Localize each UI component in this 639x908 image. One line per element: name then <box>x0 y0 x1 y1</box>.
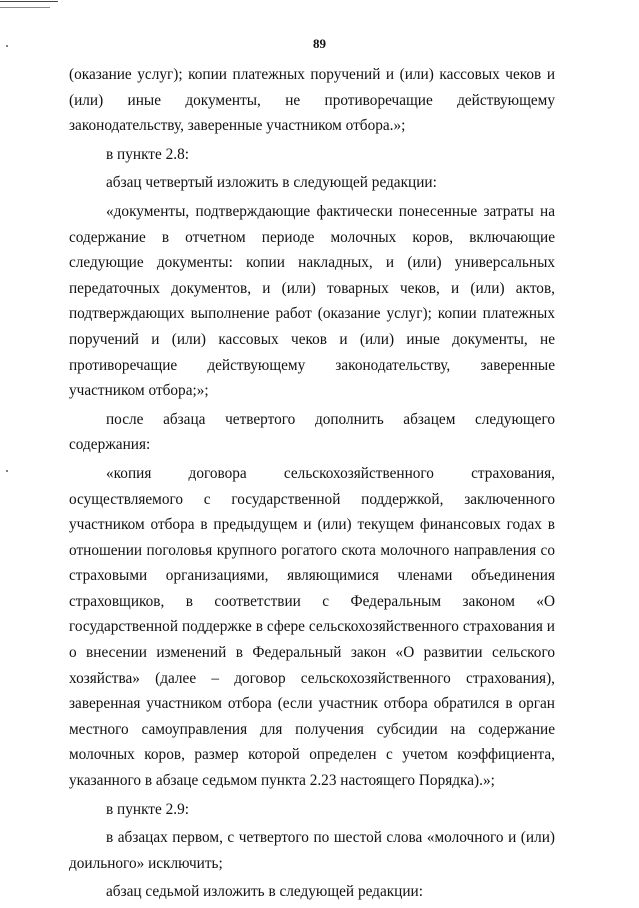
paragraph-quoted-insurance: «копия договора сельскохозяйственного страхования, осуществляемого с государственной поддержкой, заключенного участником отбора в предыдущем и (или) текущем финансовых годах в отношении поголовья крупного рогатого скота молочного направления со страховыми организациями, являющимися членами объединения страховщиков, в соответствии с Федеральным законом «О государственной поддержке в сфере сельскохозяйственного страхования и о внесении изменений в Федеральный закон «О развитии сельского хозяйства» (далее – договор сельскохозяйственного страхования), заверенная участником отбора (если участник отбора обратился в орган местного самоуправления для получения субсидии на содержание молочных коров, размер которой определен с учетом коэффициента, указанного в абзаце седьмом пункта 2.23 настоящего Порядка).»; <box>69 464 555 790</box>
scan-edge-line <box>0 1 58 2</box>
paragraph-point-2-9: в пункте 2.9: <box>106 800 189 818</box>
paragraph-continuation: (оказание услуг); копии платежных поручений и (или) кассовых чеков и (или) иные документы, не противоречащие действующему законодательству, заверенные участником отбора.»; <box>69 66 555 135</box>
paragraph-point-2-8: в пункте 2.8: <box>106 145 189 163</box>
scan-speck <box>6 470 8 472</box>
paragraph-instruction-4th: абзац четвертый изложить в следующей редакции: <box>106 174 437 192</box>
paragraph-instruction-exclude: в абзацах первом, с четвертого по шестой слова «молочного и (или) доильного» исключить; <box>69 829 555 872</box>
scan-edge-line-2 <box>0 7 50 8</box>
paragraph-instruction-add: после абзаца четвертого дополнить абзацем следующего содержания: <box>69 410 555 454</box>
paragraph-instruction-7th: абзац седьмой изложить в следующей редакции: <box>106 883 423 901</box>
page-number: 89 <box>313 36 326 51</box>
paragraph-quoted-documents: «документы, подтверждающие фактически понесенные затраты на содержание в отчетном периоде молочных коров, включающие следующие документы: копии накладных, и (или) универсальных передаточных документов, и (или) товарных чеков, и (или) актов, подтверждающих выполнение работ (оказание услуг); копии платежных поручений и (или) кассовых чеков и (или) иные документы, не противоречащие действующему законодательству, заверенные участником отбора;»; <box>69 202 555 400</box>
document-body <box>69 62 555 908</box>
